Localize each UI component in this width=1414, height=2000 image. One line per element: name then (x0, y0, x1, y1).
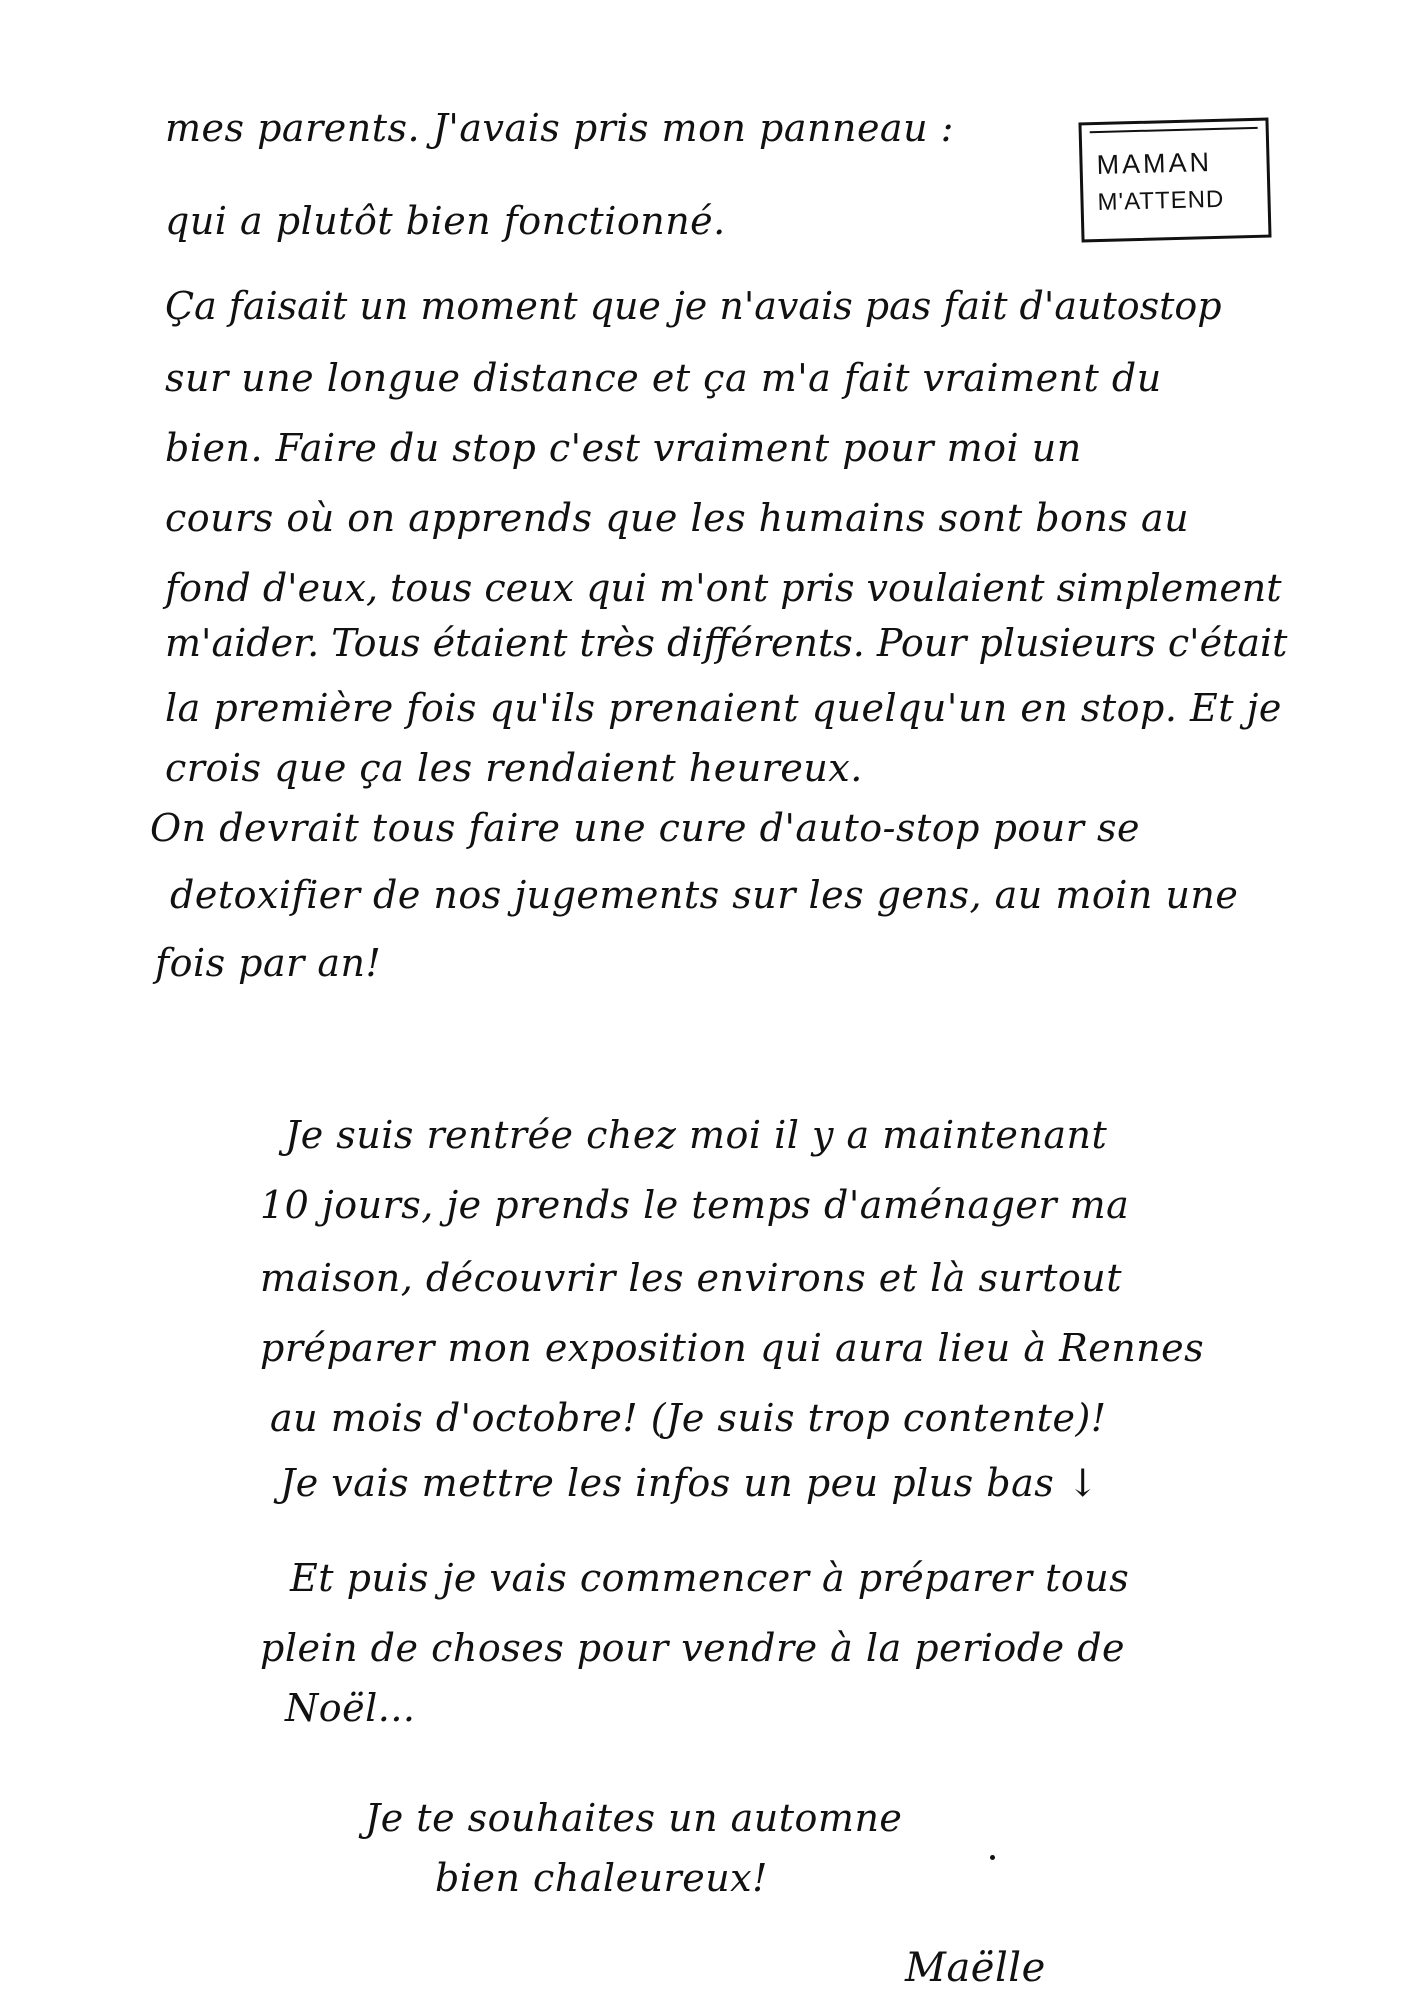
letter-line-3: Ça faisait un moment que je n'avais pas fait d'autostop (165, 284, 1222, 328)
signature: Maëlle (905, 1945, 1046, 1991)
stray-ink-dot (990, 1855, 995, 1860)
letter-line-18: au mois d'octobre! (Je suis trop contente)! (270, 1396, 1107, 1440)
letter-line-13: fois par an! (155, 941, 382, 985)
letter-line-10: crois que ça les rendaient heureux. (165, 746, 863, 790)
letter-line-22: Noël... (285, 1686, 416, 1730)
letter-line-12: detoxifier de nos jugements sur les gens, au moin une (170, 873, 1239, 917)
letter-line-7: fond d'eux, tous ceux qui m'ont pris voulaient simplement (165, 566, 1282, 610)
letter-line-19: Je vais mettre les infos un peu plus bas ↓ (280, 1461, 1100, 1505)
letter-line-20: Et puis je vais commencer à préparer tous (290, 1556, 1130, 1600)
sign-text-line-1: MAMAN (1096, 147, 1213, 181)
letter-line-14: Je suis rentrée chez moi il y a maintenant (285, 1113, 1108, 1157)
closing-line-2: bien chaleureux! (435, 1856, 768, 1900)
sign-text-line-2: M'ATTEND (1097, 185, 1225, 217)
letter-line-15: 10 jours, je prends le temps d'aménager ma (260, 1183, 1130, 1227)
letter-line-2: qui a plutôt bien fonctionné. (165, 199, 726, 243)
letter-line-8: m'aider. Tous étaient très différents. Pour plusieurs c'était (165, 621, 1288, 665)
letter-line-21: plein de choses pour vendre à la periode de (260, 1626, 1126, 1670)
letter-line-1: mes parents. J'avais pris mon panneau : (165, 106, 954, 150)
letter-line-11: On devrait tous faire une cure d'auto-stop pour se (150, 806, 1140, 850)
letter-line-5: bien. Faire du stop c'est vraiment pour moi un (165, 426, 1082, 470)
letter-line-4: sur une longue distance et ça m'a fait vraiment du (165, 356, 1162, 400)
hitchhiking-sign-drawing (1078, 118, 1271, 243)
letter-line-16: maison, découvrir les environs et là surtout (260, 1256, 1122, 1300)
letter-line-6: cours où on apprends que les humains sont bons au (165, 496, 1190, 540)
letter-line-9: la première fois qu'ils prenaient quelqu'un en stop. Et je (165, 686, 1282, 730)
letter-line-17: préparer mon exposition qui aura lieu à Rennes (260, 1326, 1205, 1370)
closing-line-1: Je te souhaites un automne (365, 1796, 903, 1840)
